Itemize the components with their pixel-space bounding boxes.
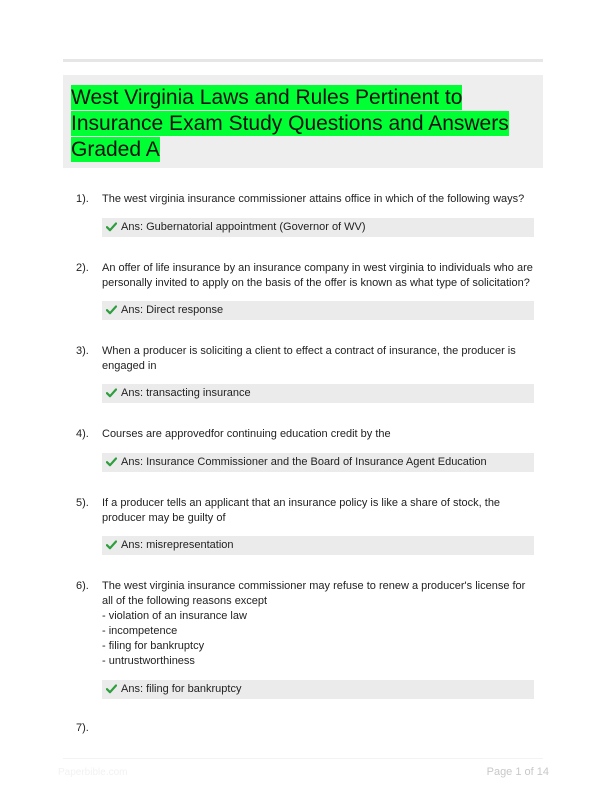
check-icon [106,680,118,699]
bottom-divider [63,758,543,759]
question-number: 3). [76,345,89,357]
answer-box [102,384,534,403]
page-title [71,85,535,163]
question-number: 5). [76,497,89,509]
answer-box [102,301,534,320]
answer-text: Ans: Direct response [121,304,224,316]
answer-text: Ans: transacting insurance [121,387,251,399]
question-number: 4). [76,428,89,440]
answer-text: Ans: Insurance Commissioner and the Board of Insurance Agent Education [121,456,487,468]
question-text: The west virginia insurance commissioner may refuse to renew a producer's license for all of the following reasons except - violation of an insurance law - incompetence - filing for bankruptcy - untrustworthiness [102,580,526,667]
question-text: When a producer is soliciting a client to effect a contract of insurance, the producer is engaged in [102,345,516,372]
question-number: 7). [76,722,89,734]
question-text: An offer of life insurance by an insurance company in west virginia to individuals who are personally invited to apply on the basis of the offer is known as what type of solicitation? [102,262,533,289]
answer-box [102,536,534,555]
answer-box [102,453,534,472]
question-text: The west virginia insurance commissioner attains office in which of the following ways? [102,193,525,205]
answer-box [102,680,534,699]
check-icon [106,453,118,472]
footer-watermark: Paperbible.com [58,767,128,778]
answer-text: Ans: filing for bankruptcy [121,683,242,695]
page-title-text: West Virginia Laws and Rules Pertinent to Insurance Exam Study Questions and Answers Graded A [71,86,509,161]
check-icon [106,384,118,403]
check-icon [106,218,118,237]
check-icon [106,536,118,555]
title-box [63,75,543,168]
answer-text: Ans: misrepresentation [121,539,234,551]
answer-text: Ans: Gubernatorial appointment (Governor of WV) [121,221,366,233]
answer-box [102,218,534,237]
top-divider [63,59,543,62]
question-text: Courses are approvedfor continuing education credit by the [102,428,391,440]
page-indicator: Page 1 of 14 [486,766,549,778]
question-number: 1). [76,193,89,205]
check-icon [106,301,118,320]
question-text: If a producer tells an applicant that an insurance policy is like a share of stock, the producer may be guilty of [102,497,501,524]
question-number: 6). [76,580,89,592]
question-number: 2). [76,262,89,274]
